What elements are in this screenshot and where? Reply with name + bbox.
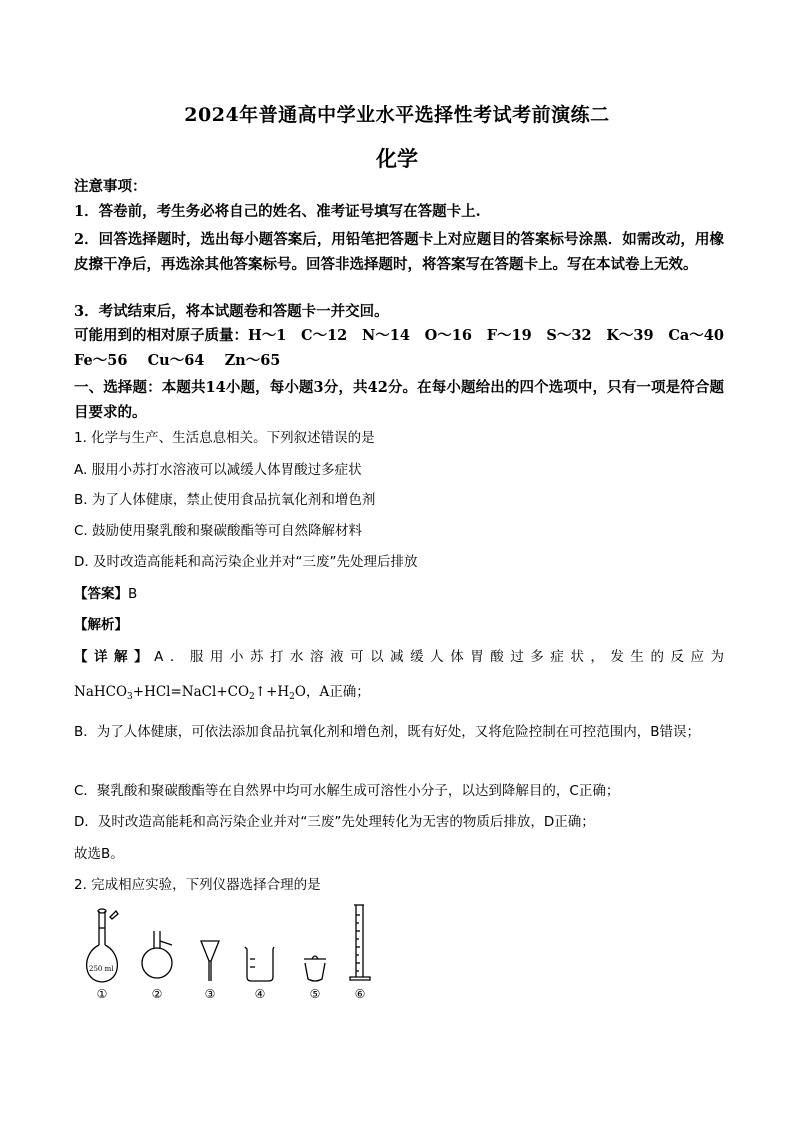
notice-item-1: 1．答卷前，考生务必将自己的姓名、准考证号填写在答题卡上. <box>74 203 481 220</box>
equation-text: $NaHCO_3+HCl=NaCl+CO_2↑+H_2O$，A正确； <box>74 684 370 702</box>
atomic-masses-label: 可能用到的相对原子质量：H～1 <box>74 327 287 344</box>
atomic-masses-row-2 <box>74 351 724 371</box>
atomic-masses-list <box>74 326 724 346</box>
q1-detail-d: D．及时改造高能耗和高污染企业并对“三废”先处理转化为无害的物质后排放，D正确； <box>74 814 595 830</box>
measuring-cylinder-icon <box>350 905 370 980</box>
instrument-label-3: ③ <box>204 987 216 1001</box>
mass-f: F～19 <box>486 327 532 344</box>
instrument-label-4: ④ <box>254 987 266 1001</box>
beaker-icon <box>245 947 274 981</box>
q1-analysis-tag: 【解析】 <box>74 617 128 633</box>
crucible-icon <box>304 956 326 981</box>
notice-item-2: 2．回答选择题时，选出每小题答案后，用铅笔把答题卡上对应题目的答案标号涂黑．如需改动，用橡皮擦干净后，再选涂其他答案标号。回答非选择题时，将答案写在答题卡上。写在本试卷上无效。 <box>74 231 724 273</box>
lab-instruments-figure <box>80 903 380 1003</box>
atomic-masses-row-1 <box>74 326 724 346</box>
q1-conclusion: 故选B。 <box>74 846 124 862</box>
q1-detail-a <box>74 647 724 667</box>
q1-stem: 1. 化学与生产、生活息息相关。下列叙述错误的是 <box>74 430 375 446</box>
q2-stem: 2. 完成相应实验，下列仪器选择合理的是 <box>74 877 321 893</box>
q1-detail-b: B．为了人体健康，可依法添加食品抗氧化剂和增色剂，既有好处，又将危险控制在可控范围内，B错误； <box>74 724 701 740</box>
answer-tag: 【答案】 <box>74 586 128 602</box>
mass-k: K～39 <box>606 327 654 344</box>
detail-a-text: A．服用小苏打水溶液可以减缓人体胃酸过多症状，发生的反应为 <box>154 649 725 665</box>
q1-equation <box>74 682 724 707</box>
answer-value: B <box>128 586 138 602</box>
mass-o: O～16 <box>424 327 472 344</box>
instrument-label-2: ② <box>151 987 163 1001</box>
funnel-icon <box>201 941 219 981</box>
detail-tag: 【详解】 <box>74 649 155 665</box>
q1-detail-c: C．聚乳酸和聚碳酸酯等在自然界中均可水解生成可溶性小分子，以达到降解目的，C正确； <box>74 783 620 799</box>
mass-zn: Zn～65 <box>224 352 281 369</box>
q1-option-a: A. 服用小苏打水溶液可以减缓人体胃酸过多症状 <box>74 462 362 478</box>
exam-title: 2024年普通高中学业水平选择性考试考前演练二 <box>184 104 610 126</box>
mass-ca: Ca～40 <box>668 327 724 344</box>
mass-fe: Fe～56 <box>74 352 128 369</box>
instrument-label-6: ⑥ <box>354 987 366 1001</box>
q1-option-d: D. 及时改造高能耗和高污染企业并对“三废”先处理后排放 <box>74 554 418 570</box>
distilling-flask-icon <box>142 931 172 978</box>
instrument-label-1: ① <box>96 987 108 1001</box>
mass-cu: Cu～64 <box>147 352 205 369</box>
q1-answer <box>74 584 724 604</box>
exam-subject: 化学 <box>376 146 418 171</box>
mass-n: N～14 <box>361 327 410 344</box>
mass-c: C～12 <box>301 327 348 344</box>
notice-item-3: 3．考试结束后，将本试题卷和答题卡一并交回。 <box>74 303 389 320</box>
q1-option-b: B. 为了人体健康，禁止使用食品抗氧化剂和增色剂 <box>74 492 376 508</box>
flask-volume-label: 250 ml <box>89 965 114 973</box>
instrument-label-5: ⑤ <box>309 987 321 1001</box>
section-heading: 一、选择题：本题共14小题，每小题3分，共42分。在每小题给出的四个选项中，只有一项是符合题目要求的。 <box>74 379 724 421</box>
q1-option-c: C. 鼓励使用聚乳酸和聚碳酸酯等可自然降解材料 <box>74 523 363 539</box>
notice-heading: 注意事项： <box>74 178 147 195</box>
mass-s: S～32 <box>546 327 592 344</box>
